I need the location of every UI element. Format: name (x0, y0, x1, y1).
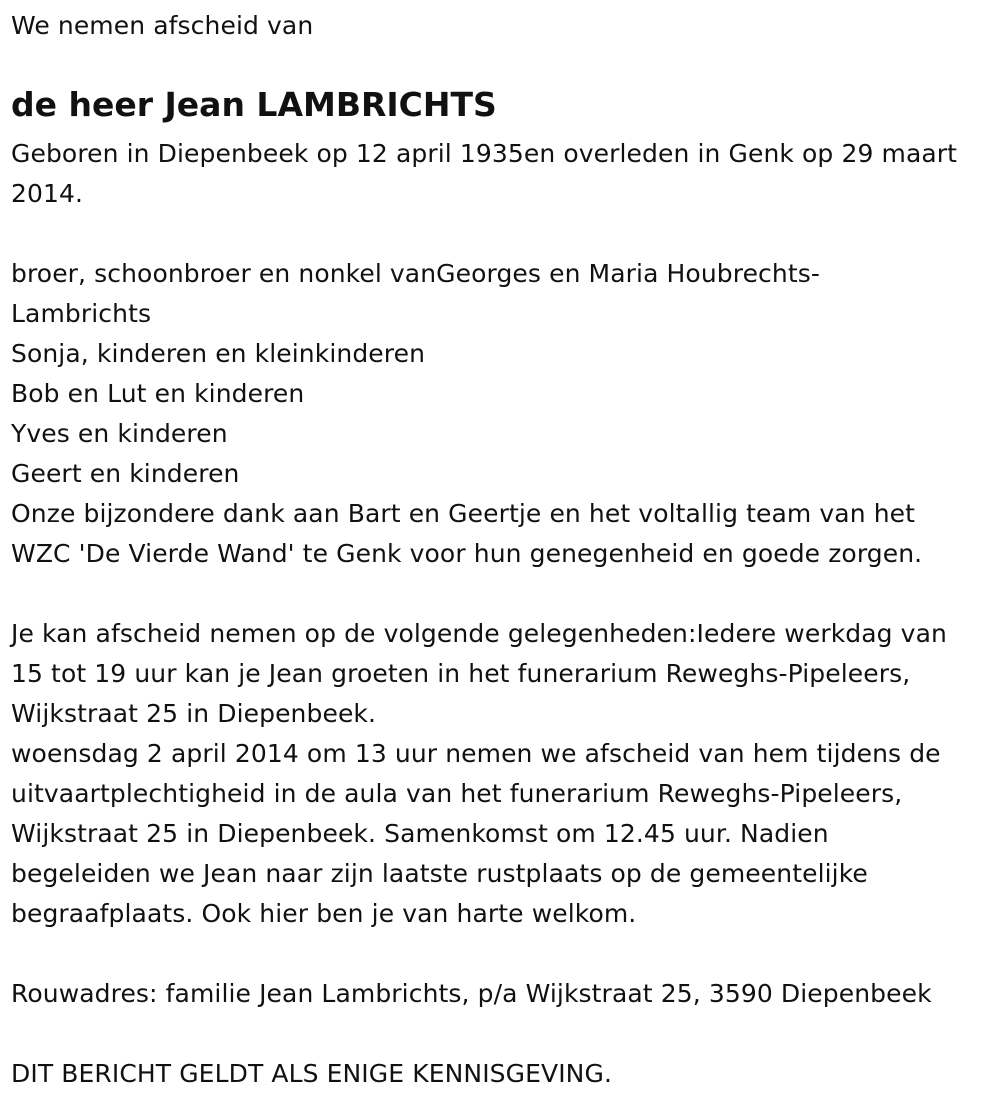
funeral-line: uitvaartplechtigheid in de aula van het funerarium Reweghs-Pipeleers, (11, 779, 903, 808)
birth-line: 2014. (11, 179, 84, 208)
funeral-line: Wijkstraat 25 in Diepenbeek. Samenkomst om 12.45 uur. Nadien (11, 819, 829, 848)
birth-line: Geboren in Diepenbeek op 12 april 1935en overleden in Genk op 29 maart (11, 139, 958, 168)
funeral-line: begraafplaats. Ook hier ben je van harte welkom. (11, 899, 637, 928)
notice-statement (11, 1054, 612, 1094)
birth-death-paragraph (11, 134, 957, 214)
intro-text: We nemen afscheid van (11, 11, 314, 40)
deceased-name: de heer Jean LAMBRICHTS (11, 85, 497, 124)
thanks-line: WZC 'De Vierde Wand' te Genk voor hun genegenheid en goede zorgen. (11, 539, 923, 568)
funeral-line: woensdag 2 april 2014 om 13 uur nemen we afscheid van hem tijdens de (11, 739, 941, 768)
funeral-line: begeleiden we Jean naar zijn laatste rustplaats op de gemeentelijke (11, 859, 868, 888)
visitation-paragraph (11, 614, 947, 934)
family-line: Geert en kinderen (11, 459, 240, 488)
visitation-line: Wijkstraat 25 in Diepenbeek. (11, 699, 377, 728)
family-line: Lambrichts (11, 299, 152, 328)
family-line: Yves en kinderen (11, 419, 228, 448)
mourning-address (11, 974, 932, 1014)
family-line: Sonja, kinderen en kleinkinderen (11, 339, 426, 368)
mourning-address-line: Rouwadres: familie Jean Lambrichts, p/a Wijkstraat 25, 3590 Diepenbeek (11, 979, 932, 1008)
family-line: Bob en Lut en kinderen (11, 379, 305, 408)
family-line: broer, schoonbroer en nonkel vanGeorges en Maria Houbrechts- (11, 259, 820, 288)
visitation-line: 15 tot 19 uur kan je Jean groeten in het funerarium Reweghs-Pipeleers, (11, 659, 911, 688)
family-paragraph (11, 254, 922, 574)
notice-line: DIT BERICHT GELDT ALS ENIGE KENNISGEVING. (11, 1059, 612, 1088)
visitation-line: Je kan afscheid nemen op de volgende gelegenheden:Iedere werkdag van (11, 619, 947, 648)
thanks-line: Onze bijzondere dank aan Bart en Geertje en het voltallig team van het (11, 499, 916, 528)
